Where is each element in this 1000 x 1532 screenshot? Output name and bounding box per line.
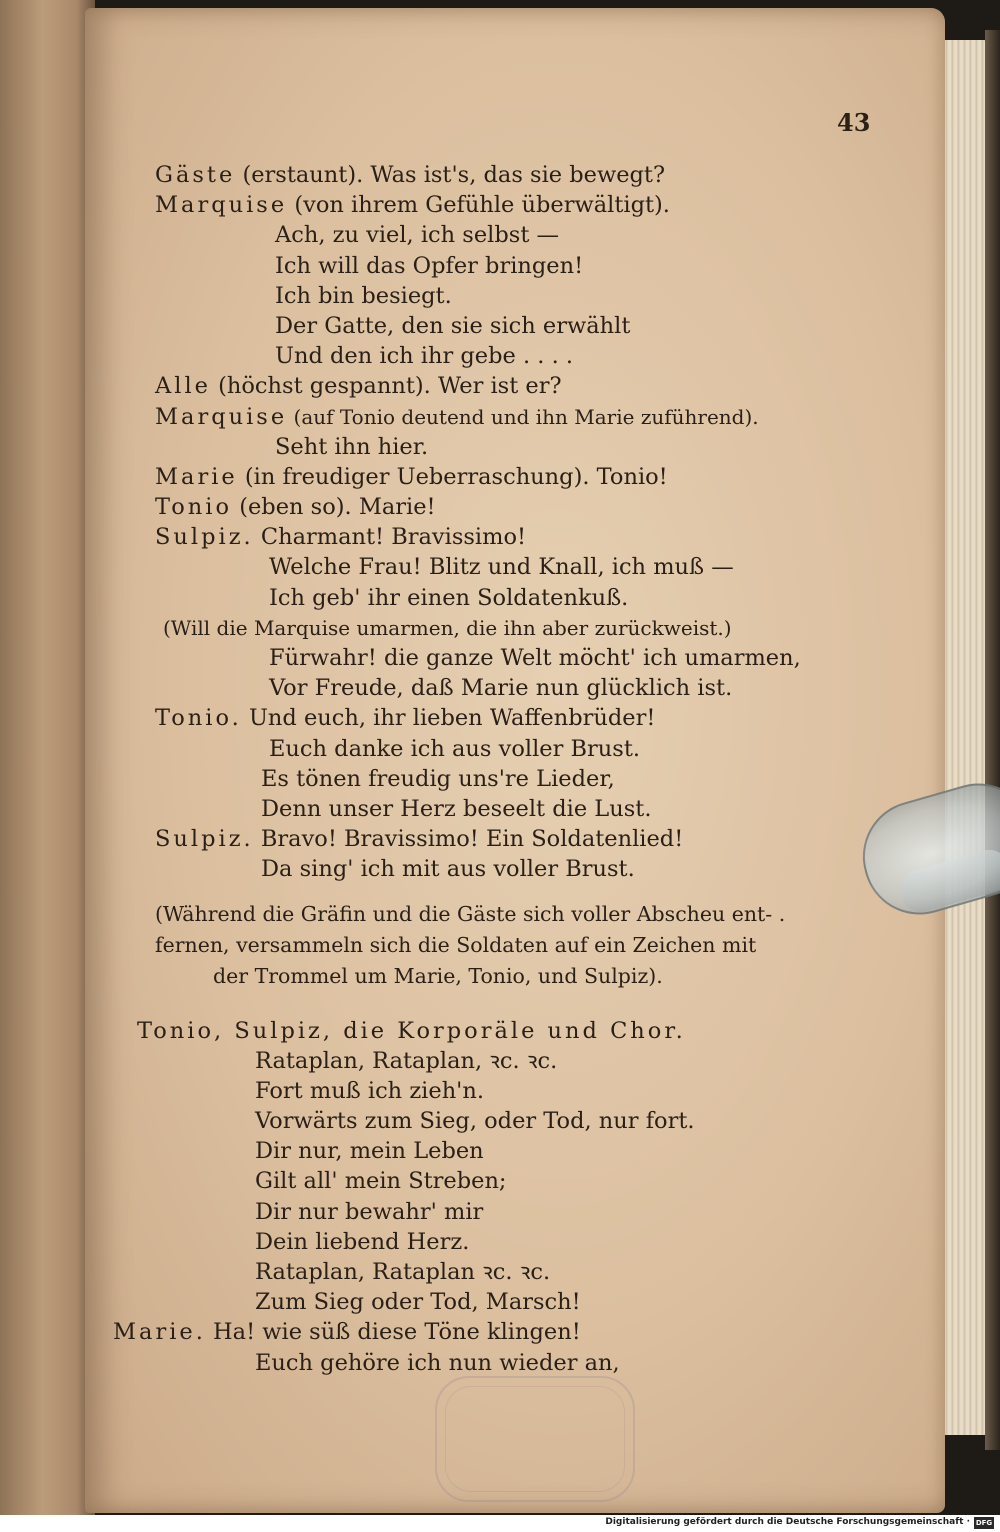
chorus-line: Vorwärts zum Sieg, oder Tod, nur fort. [255, 1108, 695, 1135]
speaker-name: Sulpiz. [155, 524, 254, 551]
text-line: Vor Freude, daß Marie nun glücklich ist. [269, 675, 733, 702]
line-text: Ha! wie süß diese Töne klingen! [213, 1319, 581, 1346]
text-line: Ach, zu viel, ich selbst — [275, 222, 560, 249]
text-line: Es tönen freudig uns're Lieder, [261, 765, 615, 792]
text-line: Der Gatte, den sie sich erwählt [275, 312, 631, 339]
chorus-line: Dein liebend Herz. [255, 1228, 470, 1255]
text-line: Euch danke ich aus voller Brust. [269, 735, 641, 762]
spacer [155, 992, 875, 1016]
stage-direction-line: (Während die Gräfin und die Gäste sich voller Abscheu ent- . [155, 901, 786, 926]
dfg-logo-icon: DFG [975, 1519, 993, 1527]
chorus-line: Dir nur, mein Leben [255, 1138, 484, 1165]
line-text: Und euch, ihr lieben Waffenbrüder! [241, 705, 656, 732]
text-line: Fürwahr! die ganze Welt möcht' ich umarmen, [269, 645, 801, 671]
page-text [113, 160, 875, 1378]
chorus-line: Gilt all' mein Streben; [255, 1168, 507, 1195]
spacer [155, 885, 875, 899]
text-line [155, 371, 875, 401]
library-stamp [435, 1376, 635, 1502]
line-text: (auf Tonio deutend und ihn Marie zuführend). [287, 404, 759, 429]
text-line [155, 190, 875, 220]
page-sheet [85, 8, 945, 1513]
text-line: Ich bin besiegt. [275, 282, 452, 309]
chorus-line: Fort muß ich zieh'n. [255, 1077, 485, 1104]
line-text: (erstaunt). Was ist's, das sie bewegt? [235, 162, 666, 188]
line-text: (von ihrem Gefühle überwältigt). [287, 192, 670, 219]
text-line [113, 1317, 875, 1347]
text-line [155, 402, 875, 432]
text-line [155, 160, 875, 190]
text-line: Denn unser Herz beseelt die Lust. [261, 795, 652, 822]
book-cover-edge [985, 30, 1000, 1450]
stage-direction-line: fernen, versammeln sich die Soldaten auf ein Zeichen mit [155, 932, 757, 957]
speaker-name: Alle [155, 373, 211, 400]
line-text: Charmant! Bravissimo! [253, 524, 527, 551]
text-line [155, 824, 875, 854]
text-line: Ich geb' ihr einen Soldatenkuß. [269, 584, 629, 611]
speaker-name: Gäste [155, 162, 236, 188]
text-line [155, 703, 875, 733]
line-text: (in freudiger Ueberraschung). Tonio! [237, 463, 668, 490]
text-line: Da sing' ich mit aus voller Brust. [261, 856, 635, 883]
stage-direction-line: (Will die Marquise umarmen, die ihn aber zurückweist.) [163, 615, 732, 640]
line-text: (eben so). Marie! [232, 494, 436, 521]
text-line [155, 522, 875, 552]
text-line [155, 462, 875, 492]
speaker-name: Tonio. [155, 705, 242, 732]
text-line: Ich will das Opfer bringen! [275, 252, 584, 279]
ensemble-heading: Tonio, Sulpiz, die Korporäle und Chor. [137, 1017, 686, 1044]
chorus-line: Zum Sieg oder Tod, Marsch! [255, 1289, 581, 1316]
funding-credit: Digitalisierung gefördert durch die Deutsche Forschungsgemeinschaft · [605, 1517, 970, 1527]
chorus-line: Dir nur bewahr' mir [255, 1198, 484, 1225]
chorus-line: Rataplan, Rataplan ꝛc. ꝛc. [255, 1259, 551, 1285]
stage-direction-line: der Trommel um Marie, Tonio, und Sulpiz). [213, 963, 663, 988]
speaker-name: Marquise [155, 403, 288, 430]
page-number: 43 [837, 108, 871, 137]
library-stamp-border [445, 1386, 625, 1492]
line-text: Bravo! Bravissimo! Ein Soldatenlied! [253, 826, 684, 853]
line-text: (höchst gespannt). Wer ist er? [210, 373, 562, 400]
speaker-name: Marie [155, 463, 238, 490]
facing-page-edge [0, 0, 95, 1515]
speaker-name: Sulpiz. [155, 826, 254, 853]
chorus-line: Rataplan, Rataplan, ꝛc. ꝛc. [255, 1047, 558, 1074]
speaker-name: Tonio [155, 494, 233, 521]
speaker-name: Marie. [113, 1319, 206, 1346]
speaker-name: Marquise [155, 192, 288, 219]
text-line: Seht ihn hier. [275, 433, 429, 460]
text-line [155, 492, 875, 522]
text-line: Euch gehöre ich nun wieder an, [255, 1349, 620, 1376]
text-line: Und den ich ihr gebe . . . . [275, 343, 574, 370]
text-line: Welche Frau! Blitz und Knall, ich muß — [269, 554, 734, 581]
